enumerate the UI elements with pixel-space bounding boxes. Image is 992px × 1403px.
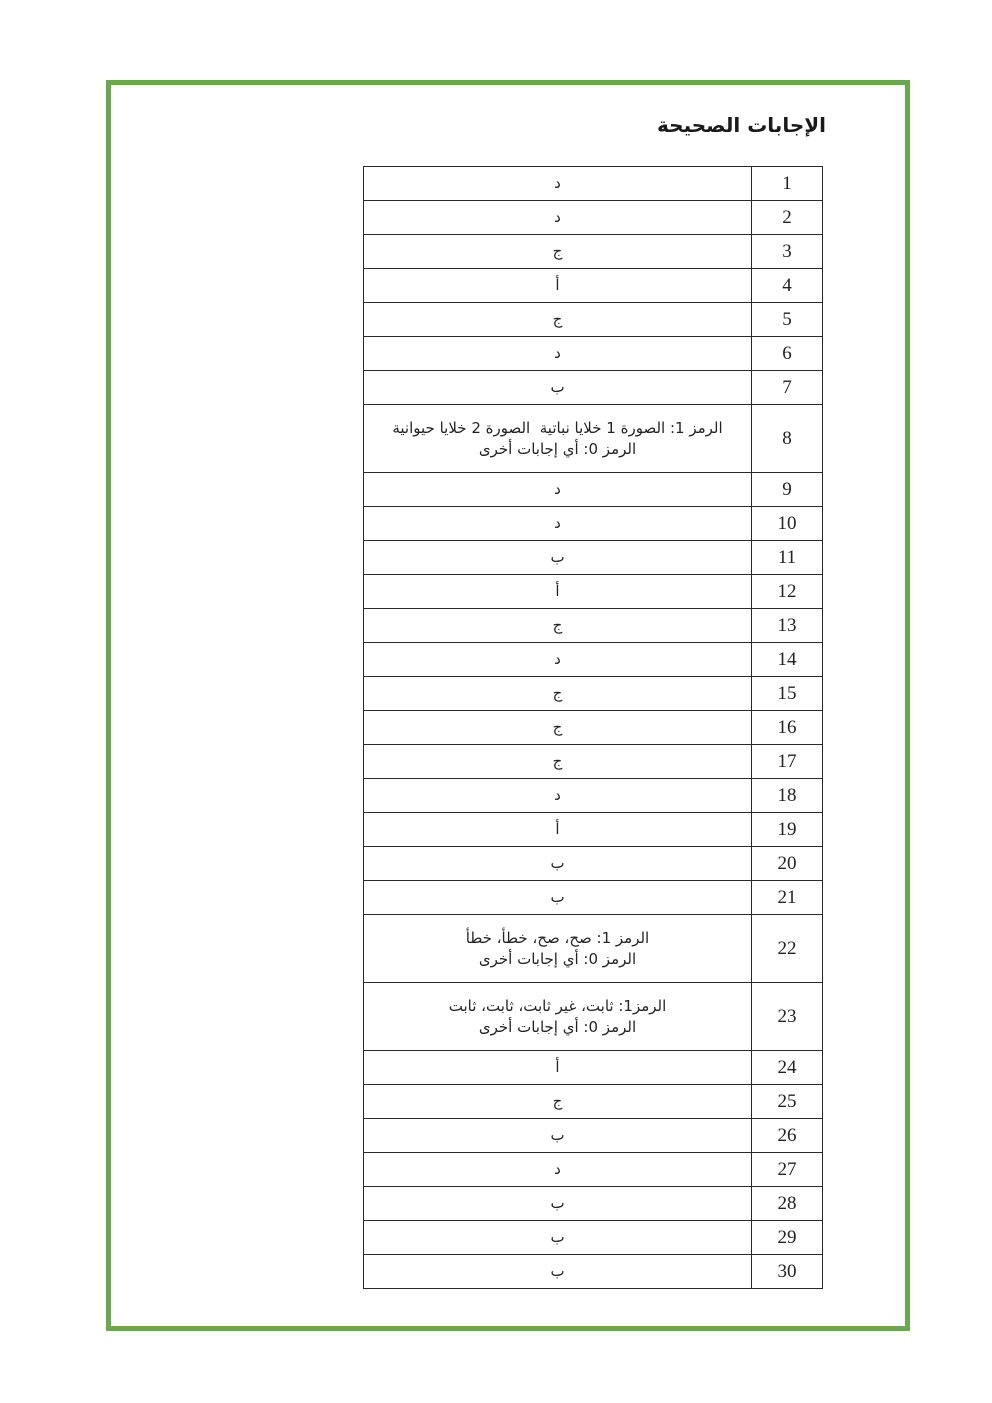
answer-text: ج xyxy=(552,684,563,702)
question-number: 1 xyxy=(752,167,823,201)
answer-cell xyxy=(364,201,752,235)
table-row xyxy=(364,983,823,1051)
answer-cell xyxy=(364,541,752,575)
answer-text: الرمز 1: الصورة 1 خلايا نباتية الصورة 2 خلايا حيوانية xyxy=(392,418,723,437)
answer-text: د xyxy=(554,786,561,804)
question-number: 9 xyxy=(752,473,823,507)
answer-text: ج xyxy=(552,752,563,770)
answer-cell xyxy=(364,337,752,371)
answer-text: الرمز 0: أي إجابات أخرى xyxy=(478,1017,637,1036)
question-number: 30 xyxy=(752,1255,823,1289)
answer-text: ج xyxy=(552,718,563,736)
answer-cell xyxy=(364,677,752,711)
answer-cell xyxy=(364,847,752,881)
answer-cell xyxy=(364,711,752,745)
answer-text: ب xyxy=(550,548,565,566)
answer-text: أ xyxy=(555,276,560,294)
table-row xyxy=(364,1153,823,1187)
answer-cell xyxy=(364,1187,752,1221)
page-title: الإجابات الصحيحة xyxy=(657,113,826,137)
question-number: 3 xyxy=(752,235,823,269)
question-number: 27 xyxy=(752,1153,823,1187)
answer-text: ب xyxy=(550,1228,565,1246)
question-number: 4 xyxy=(752,269,823,303)
answer-text: الرمز 0: أي إجابات أخرى xyxy=(478,949,637,968)
answer-cell xyxy=(364,1255,752,1289)
answer-text: ج xyxy=(552,310,563,328)
table-row xyxy=(364,1221,823,1255)
question-number: 10 xyxy=(752,507,823,541)
answer-text: ب xyxy=(550,888,565,906)
question-number: 28 xyxy=(752,1187,823,1221)
answer-cell xyxy=(364,745,752,779)
answers-table xyxy=(363,166,823,1289)
answer-cell xyxy=(364,1153,752,1187)
answer-cell xyxy=(364,1051,752,1085)
question-number: 16 xyxy=(752,711,823,745)
answer-text: أ xyxy=(555,582,560,600)
answer-text: الرمز 1: صح، صح، خطأ، خطأ xyxy=(465,928,650,947)
table-row xyxy=(364,881,823,915)
answer-cell xyxy=(364,813,752,847)
table-row xyxy=(364,847,823,881)
table-row xyxy=(364,337,823,371)
table-row xyxy=(364,507,823,541)
question-number: 25 xyxy=(752,1085,823,1119)
question-number: 2 xyxy=(752,201,823,235)
answer-text: الرمز1: ثابت، غير ثابت، ثابت، ثابت xyxy=(448,996,667,1015)
question-number: 5 xyxy=(752,303,823,337)
answer-text: ج xyxy=(552,616,563,634)
answer-text: ب xyxy=(550,1194,565,1212)
question-number: 18 xyxy=(752,779,823,813)
answer-cell xyxy=(364,983,752,1051)
answer-text: د xyxy=(554,480,561,498)
question-number: 6 xyxy=(752,337,823,371)
table-row xyxy=(364,371,823,405)
table-row xyxy=(364,711,823,745)
answer-text: ب xyxy=(550,1126,565,1144)
answer-text: ب xyxy=(550,378,565,396)
answer-cell xyxy=(364,779,752,813)
table-row xyxy=(364,677,823,711)
answer-text: ب xyxy=(550,854,565,872)
answer-cell xyxy=(364,915,752,983)
question-number: 7 xyxy=(752,371,823,405)
answer-cell xyxy=(364,1085,752,1119)
table-row xyxy=(364,269,823,303)
answer-text: د xyxy=(554,344,561,362)
table-row xyxy=(364,235,823,269)
answer-text: د xyxy=(554,1160,561,1178)
question-number: 26 xyxy=(752,1119,823,1153)
table-row xyxy=(364,1255,823,1289)
answer-cell xyxy=(364,1119,752,1153)
table-row xyxy=(364,1051,823,1085)
answer-text: ج xyxy=(552,1092,563,1110)
answer-cell xyxy=(364,303,752,337)
answer-cell xyxy=(364,269,752,303)
table-row xyxy=(364,643,823,677)
question-number: 20 xyxy=(752,847,823,881)
question-number: 13 xyxy=(752,609,823,643)
table-row xyxy=(364,303,823,337)
table-row xyxy=(364,745,823,779)
answer-text: د xyxy=(554,208,561,226)
table-row xyxy=(364,609,823,643)
table-row xyxy=(364,201,823,235)
answer-text: الرمز 0: أي إجابات أخرى xyxy=(478,439,637,458)
answer-cell xyxy=(364,507,752,541)
answer-cell xyxy=(364,235,752,269)
question-number: 19 xyxy=(752,813,823,847)
answer-text: د xyxy=(554,514,561,532)
table-row xyxy=(364,779,823,813)
question-number: 29 xyxy=(752,1221,823,1255)
question-number: 8 xyxy=(752,405,823,473)
table-row xyxy=(364,915,823,983)
question-number: 12 xyxy=(752,575,823,609)
question-number: 21 xyxy=(752,881,823,915)
table-row xyxy=(364,167,823,201)
question-number: 14 xyxy=(752,643,823,677)
answer-text: ج xyxy=(552,242,563,260)
table-row xyxy=(364,575,823,609)
answer-cell xyxy=(364,1221,752,1255)
answer-cell xyxy=(364,881,752,915)
answers-table-body xyxy=(364,167,823,1289)
question-number: 15 xyxy=(752,677,823,711)
answer-text: ب xyxy=(550,1262,565,1280)
table-row xyxy=(364,1187,823,1221)
answer-text: أ xyxy=(555,1058,560,1076)
table-row xyxy=(364,813,823,847)
answer-cell xyxy=(364,371,752,405)
answer-cell xyxy=(364,609,752,643)
table-row xyxy=(364,1119,823,1153)
answer-cell xyxy=(364,473,752,507)
question-number: 23 xyxy=(752,983,823,1051)
answer-cell xyxy=(364,167,752,201)
table-row xyxy=(364,1085,823,1119)
question-number: 22 xyxy=(752,915,823,983)
answer-text: د xyxy=(554,650,561,668)
question-number: 11 xyxy=(752,541,823,575)
answer-cell xyxy=(364,643,752,677)
answer-cell xyxy=(364,575,752,609)
answer-text: أ xyxy=(555,820,560,838)
question-number: 24 xyxy=(752,1051,823,1085)
table-row xyxy=(364,541,823,575)
answer-cell xyxy=(364,405,752,473)
answer-text: د xyxy=(554,174,561,192)
table-row xyxy=(364,405,823,473)
question-number: 17 xyxy=(752,745,823,779)
table-row xyxy=(364,473,823,507)
